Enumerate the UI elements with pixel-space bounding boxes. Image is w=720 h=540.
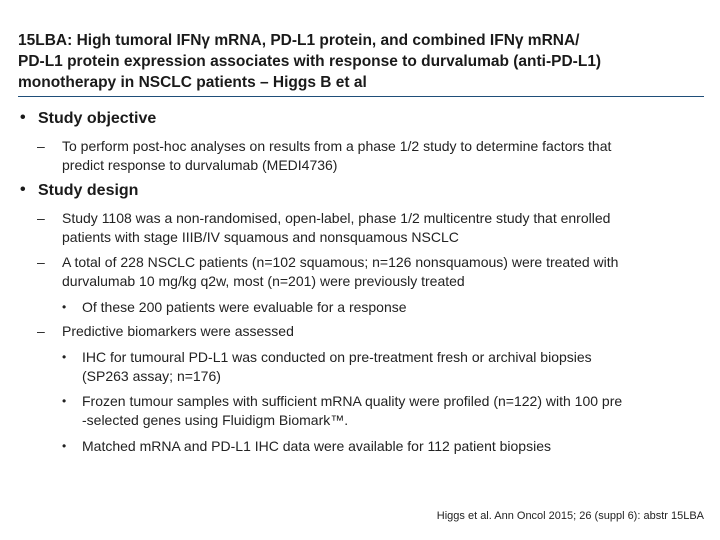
design-item-2-line-2: durvalumab 10 mg/kg q2w, most (n=201) were previously treated	[62, 273, 465, 289]
objective-heading-text: Study objective	[38, 110, 157, 127]
design-item-2-sub-1	[62, 298, 706, 317]
design-item-3-sub-3	[62, 437, 706, 456]
objective-item-line-1: To perform post-hoc analyses on results from a phase 1/2 study to determine factors that	[62, 138, 612, 154]
title-line-3: monotherapy in NSCLC patients – Higgs B et al	[18, 74, 367, 91]
design-item-3-sub-1-line-1: IHC for tumoural PD-L1 was conducted on pre-treatment fresh or archival biopsies	[82, 349, 592, 365]
design-item-3-line-1: Predictive biomarkers were assessed	[62, 323, 294, 339]
objective-item	[37, 137, 702, 175]
slide-title	[18, 30, 708, 93]
design-item-1-line-1: Study 1108 was a non-randomised, open-label, phase 1/2 multicentre study that enrolled	[62, 210, 611, 226]
sub-bullet-icon: •	[62, 439, 67, 453]
design-item-3-sub-2	[62, 392, 706, 430]
design-item-3-sub-1	[62, 348, 706, 386]
sub-bullet-icon: •	[62, 300, 67, 314]
title-divider	[18, 96, 704, 97]
dash-icon: –	[37, 254, 45, 270]
sub-bullet-icon: •	[62, 394, 67, 408]
title-line-1: 15LBA: High tumoral IFNγ mRNA, PD-L1 protein, and combined IFNγ mRNA/	[18, 32, 580, 49]
sub-bullet-icon: •	[62, 350, 67, 364]
design-item-1-line-2: patients with stage IIIB/IV squamous and nonsquamous NSCLC	[62, 229, 459, 245]
bullet-icon: •	[20, 109, 26, 126]
citation: Higgs et al. Ann Oncol 2015; 26 (suppl 6): abstr 15LBA	[436, 510, 704, 522]
title-line-2: PD-L1 protein expression associates with response to durvalumab (anti-PD-L1)	[18, 53, 602, 70]
design-item-1	[37, 209, 702, 247]
design-item-2-line-1: A total of 228 NSCLC patients (n=102 squamous; n=126 nonsquamous) were treated with	[62, 254, 619, 270]
design-item-3	[37, 322, 702, 341]
dash-icon: –	[37, 210, 45, 226]
dash-icon: –	[37, 138, 45, 154]
design-heading-text: Study design	[38, 182, 139, 199]
objective-item-line-2: predict response to durvalumab (MEDI4736)	[62, 157, 338, 173]
objective-heading	[20, 109, 157, 128]
design-item-3-sub-3-line-1: Matched mRNA and PD-L1 IHC data were available for 112 patient biopsies	[82, 438, 551, 454]
design-item-3-sub-1-line-2: (SP263 assay; n=176)	[82, 368, 221, 384]
design-item-2-sub-1-line-1: Of these 200 patients were evaluable for a response	[82, 299, 407, 315]
bullet-icon: •	[20, 181, 26, 198]
dash-icon: –	[37, 323, 45, 339]
design-heading	[20, 181, 139, 200]
design-item-2	[37, 253, 702, 291]
design-item-3-sub-2-line-2: -selected genes using Fluidigm Biomark™.	[82, 412, 349, 428]
design-item-3-sub-2-line-1: Frozen tumour samples with sufficient mRNA quality were profiled (n=122) with 100 pre	[82, 393, 623, 409]
